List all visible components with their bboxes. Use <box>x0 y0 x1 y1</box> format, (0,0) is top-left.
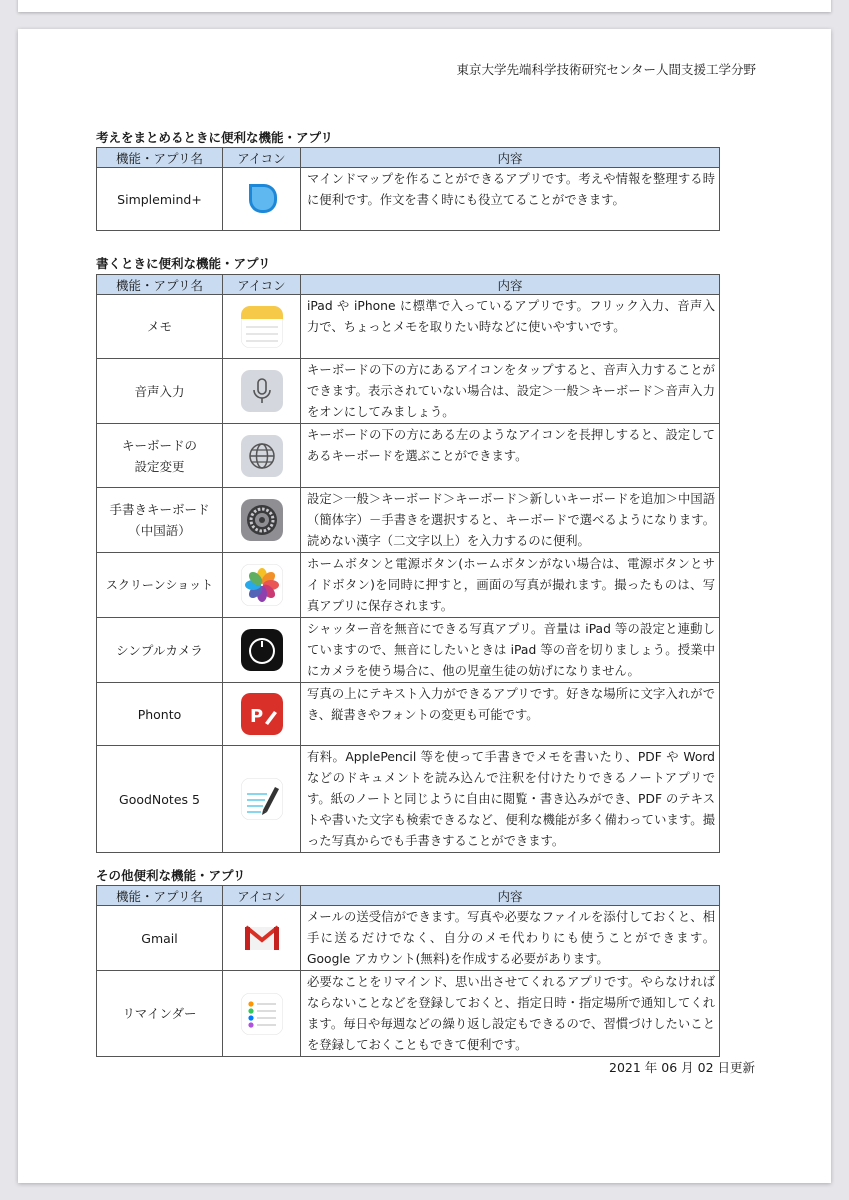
organization-header: 東京大学先端科学技術研究センター人間支援工学分野 <box>456 62 756 77</box>
app-description: 有料。ApplePencil 等を使って手書きでメモを書いたり、PDF や Word などのドキュメントを読み込んで注釈を付けたりできるノートアプリです。紙のノートと同じように自由に閲覧・書き込みができ、PDF のテキストや書いた文字も検索できるなど、便利な機能が多く備わっています。撮った写真からでも手書きすることができます。 <box>301 746 720 853</box>
header-icon: アイコン <box>223 148 301 168</box>
table-other-apps <box>96 885 720 1057</box>
app-icon-cell <box>223 295 301 359</box>
settings-icon <box>241 499 283 541</box>
app-description: マインドマップを作ることができるアプリです。考えや情報を整理する時に便利です。作文を書く時にも役立てることができます。 <box>301 168 720 231</box>
header-desc: 内容 <box>301 886 720 906</box>
app-description: 必要なことをリマインド、思い出させてくれるアプリです。やらなければならないことなどを登録しておくと、指定日時・指定場所で通知してくれます。毎日や毎週などの繰り返し設定もできるので、習慣づけしたいことを登録しておくこともできて便利です。 <box>301 971 720 1057</box>
app-description: 設定＞一般＞キーボード＞キーボード＞新しいキーボードを追加＞中国語（簡体字）－手書きを選択すると、キーボードで選べるようになります。読めない漢字（二文字以上）を入力するのに便利。 <box>301 488 720 553</box>
section-title-thinking: 考えをまとめるときに便利な機能・アプリ <box>96 130 334 145</box>
globe-icon <box>241 435 283 477</box>
app-description: 写真の上にテキスト入力ができるアプリです。好きな場所に文字入れができ、縦書きやフォントの変更も可能です。 <box>301 683 720 746</box>
updated-date: 2021 年 06 月 02 日更新 <box>609 1060 755 1075</box>
table-header-row <box>97 886 720 906</box>
header-desc: 内容 <box>301 148 720 168</box>
header-name: 機能・アプリ名 <box>97 275 223 295</box>
app-description: iPad や iPhone に標準で入っているアプリです。フリック入力、音声入力で、ちょっとメモを取りたい時などに使いやすいです。 <box>301 295 720 359</box>
app-name: メモ <box>97 295 223 359</box>
app-icon-cell <box>223 359 301 424</box>
app-description: キーボードの下の方にあるアイコンをタップすると、音声入力することができます。表示されていない場合は、設定＞一般＞キーボード＞音声入力をオンにしてみましょう。 <box>301 359 720 424</box>
table-row <box>97 295 720 359</box>
table-row <box>97 618 720 683</box>
table-row <box>97 971 720 1057</box>
app-name: Simplemind+ <box>97 168 223 231</box>
section-title-other: その他便利な機能・アプリ <box>96 868 246 883</box>
table-writing-apps <box>96 274 720 853</box>
table-row <box>97 359 720 424</box>
app-name: リマインダー <box>97 971 223 1057</box>
table-row <box>97 906 720 971</box>
notes-icon <box>241 306 283 348</box>
app-icon-cell <box>223 746 301 853</box>
header-name: 機能・アプリ名 <box>97 886 223 906</box>
phonto-icon <box>241 693 283 735</box>
app-icon-cell <box>223 488 301 553</box>
app-icon-cell <box>223 683 301 746</box>
microphone-icon <box>241 370 283 412</box>
header-icon: アイコン <box>223 275 301 295</box>
photos-icon <box>241 564 283 606</box>
table-row <box>97 488 720 553</box>
app-icon-cell <box>223 618 301 683</box>
header-name: 機能・アプリ名 <box>97 148 223 168</box>
header-icon: アイコン <box>223 886 301 906</box>
app-description: メールの送受信ができます。写真や必要なファイルを添付しておくと、相手に送るだけでなく、自分のメモ代わりにも使うことができます。Google アカウント(無料)を作成する必要があります。 <box>301 906 720 971</box>
reminders-icon <box>241 993 283 1035</box>
simplemind-icon <box>241 178 283 220</box>
app-name <box>97 424 223 488</box>
header-desc: 内容 <box>301 275 720 295</box>
table-header-row <box>97 148 720 168</box>
section-title-writing: 書くときに便利な機能・アプリ <box>96 256 271 271</box>
table-row <box>97 553 720 618</box>
table-thinking-apps <box>96 147 720 231</box>
table-row <box>97 424 720 488</box>
svg-text:P: P <box>249 706 263 727</box>
app-icon-cell <box>223 906 301 971</box>
app-name: Phonto <box>97 683 223 746</box>
app-name: スクリーンショット <box>97 553 223 618</box>
app-name-line2: （中国語） <box>128 523 191 538</box>
app-name: シンプルカメラ <box>97 618 223 683</box>
gmail-icon <box>241 917 283 959</box>
table-header-row <box>97 275 720 295</box>
camera-icon <box>241 629 283 671</box>
app-icon-cell <box>223 424 301 488</box>
table-row <box>97 746 720 853</box>
app-name-line1: キーボードの <box>121 437 197 453</box>
app-name-line1: 手書きキーボード <box>109 502 210 517</box>
app-icon-cell <box>223 971 301 1057</box>
app-icon-cell <box>223 168 301 231</box>
table-row <box>97 168 720 231</box>
app-name-line2: 設定変更 <box>134 458 185 474</box>
app-name: GoodNotes 5 <box>97 746 223 853</box>
app-icon-cell <box>223 553 301 618</box>
app-description: ホームボタンと電源ボタン(ホームボタンがない場合は、電源ボタンとサイドボタン)を同時に押すと，画面の写真が撮れます。撮ったものは、写真アプリに保存されます。 <box>301 553 720 618</box>
table-row <box>97 683 720 746</box>
app-name: Gmail <box>97 906 223 971</box>
goodnotes-icon <box>241 778 283 820</box>
app-description: キーボードの下の方にある左のようなアイコンを長押しすると、設定してあるキーボードを選ぶことができます。 <box>301 424 720 488</box>
previous-page-edge <box>18 0 831 12</box>
app-description: シャッター音を無音にできる写真アプリ。音量は iPad 等の設定と連動していますので、無音にしたいときは iPad 等の音を切りましょう。授業中にカメラを使う場合に、他の児童生徒の妨げになりません。 <box>301 618 720 683</box>
app-name <box>97 488 223 553</box>
app-name: 音声入力 <box>97 359 223 424</box>
